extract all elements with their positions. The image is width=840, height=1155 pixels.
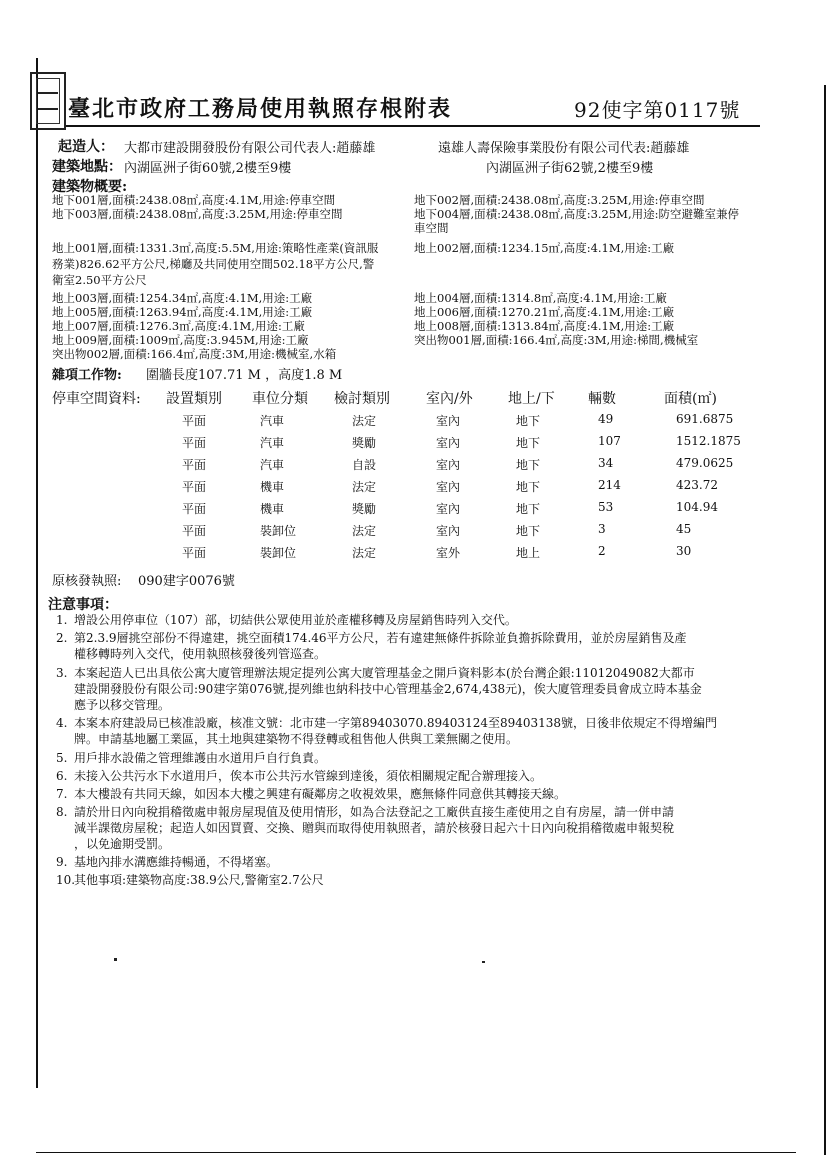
scan-speck — [482, 961, 485, 963]
parking-cell: 獎勵 — [352, 502, 377, 516]
note-line: 請於卅日內向稅捐稽徵處申報房屋現值及使用情形，如為合法登記之工廠供直接生產使用之自有房屋，請一併申請 — [74, 805, 675, 819]
notes-label: 注意事項： — [48, 597, 118, 613]
parking-cell: 室外 — [436, 546, 461, 560]
note-line: 用戶排水設備之管理維護由水道用戶自行負責。 — [74, 751, 327, 765]
overview-row: 衛室2.50平方公尺 — [52, 273, 147, 287]
parking-cell: 平面 — [182, 524, 207, 538]
overview-row: 地上005層,面積:1263.94㎡,高度:4.1M,用途:工廠 — [52, 305, 313, 319]
parking-header-cell: 檢討類別 — [334, 391, 390, 407]
overview-row: 突出物002層,面積:166.4㎡,高度:3M,用途:機械室,水箱 — [52, 347, 337, 361]
note-number: 7. — [56, 787, 68, 801]
note-line: 本案本府建設局已核准設廠，核准文號：北市建一字第89403070.89403124至89403138號，日後非依規定不得增編門 — [74, 716, 718, 730]
parking-cell: 1512.1875 — [676, 434, 741, 448]
overview-label: 建築物概要: — [52, 179, 128, 195]
builder-left: 大都市建設開發股份有限公司代表人:趙藤雄 — [124, 141, 376, 156]
note-line: ，以免逾期受罰。 — [74, 837, 171, 851]
parking-header-cell: 地上/下 — [508, 391, 555, 407]
parking-cell: 平面 — [182, 458, 207, 472]
note-number: 8. — [56, 805, 68, 819]
parking-header-cell: 車位分類 — [252, 391, 308, 407]
parking-cell: 法定 — [352, 524, 377, 538]
overview-row: 地上002層,面積:1234.15㎡,高度:4.1M,用途:工廠 — [414, 241, 675, 255]
note-number: 4. — [56, 716, 68, 730]
parking-cell: 地下 — [516, 480, 541, 494]
parking-cell: 地下 — [516, 414, 541, 428]
note-line: 基地內排水溝應維持暢通，不得堵塞。 — [74, 855, 279, 869]
overview-row: 地上009層,面積:1009㎡,高度:3.945M,用途:工廠 — [52, 333, 309, 347]
parking-cell: 室內 — [436, 524, 461, 538]
note-line: 本大樓設有共同天線，如因本大樓之興建有礙鄰房之收視效果，應無條件同意供其轉接天線。 — [74, 787, 567, 801]
overview-row: 地下004層,面積:2438.08㎡,高度:3.25M,用途:防空避難室兼停 — [414, 207, 739, 221]
note-line: 應予以移交管理。 — [74, 698, 171, 712]
office-stamp — [30, 72, 66, 130]
note-line: 第2.3.9層挑空部份不得違建，挑空面積174.46平方公尺，若有違建無條件拆除並負擔拆除費用，並於房屋銷售及產 — [74, 631, 687, 645]
parking-cell: 機車 — [260, 502, 285, 516]
note-line: 其他事項:建築物高度:38.9公尺,警衛室2.7公尺 — [74, 873, 324, 887]
builder-right: 遠雄人壽保險事業股份有限公司代表:趙藤雄 — [438, 141, 690, 156]
parking-cell: 平面 — [182, 436, 207, 450]
parking-cell: 34 — [598, 456, 614, 470]
overview-row: 地下001層,面積:2438.08㎡,高度:4.1M,用途:停車空間 — [52, 193, 336, 207]
original-permit-label: 原核發執照: — [52, 574, 122, 589]
parking-cell: 法定 — [352, 414, 377, 428]
parking-cell: 地上 — [516, 546, 541, 560]
scan-speck — [114, 958, 117, 961]
parking-cell: 214 — [598, 478, 621, 492]
builders-label: 起造人： — [58, 139, 114, 155]
parking-cell: 機車 — [260, 480, 285, 494]
parking-cell: 45 — [676, 522, 692, 536]
parking-cell: 室內 — [436, 414, 461, 428]
parking-header-cell: 面積(㎡) — [664, 391, 717, 407]
parking-cell: 2 — [598, 544, 606, 558]
overview-row: 務業)826.62平方公尺,梯廳及共同使用空間502.18平方公尺,警 — [52, 257, 375, 271]
note-number: 1. — [56, 613, 68, 627]
note-number: 5. — [56, 751, 68, 765]
parking-cell: 法定 — [352, 546, 377, 560]
parking-header-cell: 輛數 — [588, 391, 616, 407]
parking-cell: 室內 — [436, 436, 461, 450]
document-number: 92使字第0117號 — [574, 98, 741, 122]
parking-cell: 汽車 — [260, 458, 285, 472]
parking-header-cell: 設置類別 — [166, 391, 222, 407]
parking-cell: 獎勵 — [352, 436, 377, 450]
parking-label: 停車空間資料: — [52, 391, 141, 407]
parking-cell: 汽車 — [260, 414, 285, 428]
note-line: 未接入公共污水下水道用戶，俟本市公共污水管線到達後，須依相關規定配合辦理接入。 — [74, 769, 543, 783]
overview-row: 地上007層,面積:1276.3㎡,高度:4.1M,用途:工廠 — [52, 319, 305, 333]
note-number: 10. — [56, 873, 76, 887]
original-permit-value: 090建字0076號 — [138, 574, 235, 589]
overview-row: 地上008層,面積:1313.84㎡,高度:4.1M,用途:工廠 — [414, 319, 675, 333]
parking-cell: 479.0625 — [676, 456, 734, 470]
parking-cell: 室內 — [436, 502, 461, 516]
note-number: 3. — [56, 666, 68, 680]
overview-row: 突出物001層,面積:166.4㎡,高度:3M,用途:梯間,機械室 — [414, 333, 699, 347]
parking-cell: 104.94 — [676, 500, 718, 514]
parking-cell: 地下 — [516, 524, 541, 538]
note-number: 9. — [56, 855, 68, 869]
parking-cell: 691.6875 — [676, 412, 734, 426]
parking-cell: 汽車 — [260, 436, 285, 450]
overview-row: 地上001層,面積:1331.3㎡,高度:5.5M,用途:策略性產業(資訊服 — [52, 241, 379, 255]
note-line: 本案起造人已出具依公寓大廈管理辦法規定提列公寓大廈管理基金之開戶資料影本(於台灣企銀:11012049082大都市 — [74, 666, 695, 680]
parking-cell: 423.72 — [676, 478, 718, 492]
note-line: 牌。申請基地屬工業區，其土地與建築物不得登轉或租售他人供與工業無關之使用。 — [74, 732, 519, 746]
parking-cell: 平面 — [182, 546, 207, 560]
overview-row: 地下002層,面積:2438.08㎡,高度:3.25M,用途:停車空間 — [414, 193, 705, 207]
note-line: 減半課徵房屋稅；起造人如因買賣、交換、贈與而取得使用執照者，請於核發日起六十日內向稅捐稽徵處申報契稅 — [74, 821, 675, 835]
parking-cell: 法定 — [352, 480, 377, 494]
parking-cell: 地下 — [516, 458, 541, 472]
right-border-line — [824, 85, 826, 1155]
parking-cell: 自設 — [352, 458, 377, 472]
parking-cell: 裝卸位 — [260, 546, 297, 560]
parking-cell: 裝卸位 — [260, 524, 297, 538]
parking-cell: 室內 — [436, 458, 461, 472]
bottom-line — [36, 1152, 796, 1153]
parking-cell: 平面 — [182, 414, 207, 428]
overview-row: 地上006層,面積:1270.21㎡,高度:4.1M,用途:工廠 — [414, 305, 675, 319]
overview-row: 車空間 — [414, 221, 449, 235]
parking-cell: 30 — [676, 544, 692, 558]
parking-cell: 53 — [598, 500, 614, 514]
parking-cell: 3 — [598, 522, 606, 536]
note-line: 權移轉時列入交代，使用執照核發後列管巡查。 — [74, 647, 327, 661]
parking-header-cell: 室內/外 — [426, 391, 473, 407]
parking-cell: 地下 — [516, 502, 541, 516]
note-number: 2. — [56, 631, 68, 645]
left-border-line — [36, 58, 38, 1088]
parking-cell: 地下 — [516, 436, 541, 450]
overview-row: 地上003層,面積:1254.34㎡,高度:4.1M,用途:工廠 — [52, 291, 313, 305]
overview-row: 地下003層,面積:2438.08㎡,高度:3.25M,用途:停車空間 — [52, 207, 343, 221]
parking-cell: 平面 — [182, 480, 207, 494]
note-line: 建設開發股份有限公司:90建字第076號,提列維也納科技中心管理基金2,674,438元)，俟大廈管理委員會成立時本基金 — [74, 682, 702, 696]
overview-row: 地上004層,面積:1314.8㎡,高度:4.1M,用途:工廠 — [414, 291, 667, 305]
parking-cell: 室內 — [436, 480, 461, 494]
misc-works-value: 圍牆長度107.71 M ，高度1.8 M — [146, 368, 343, 383]
parking-cell: 49 — [598, 412, 614, 426]
parking-cell: 107 — [598, 434, 621, 448]
note-line: 增設公用停車位（107）部，切結供公眾使用並於產權移轉及房屋銷售時列入交代。 — [74, 613, 517, 627]
note-number: 6. — [56, 769, 68, 783]
site-left: 內湖區洲子街60號,2樓至9樓 — [124, 161, 292, 176]
misc-works-label: 雜項工作物: — [52, 368, 122, 383]
page-title: 臺北市政府工務局使用執照存根附表 — [68, 96, 453, 122]
site-right: 內湖區洲子街62號,2樓至9樓 — [486, 161, 654, 176]
parking-cell: 平面 — [182, 502, 207, 516]
site-label: 建築地點： — [52, 159, 122, 175]
header-underline — [64, 125, 760, 127]
